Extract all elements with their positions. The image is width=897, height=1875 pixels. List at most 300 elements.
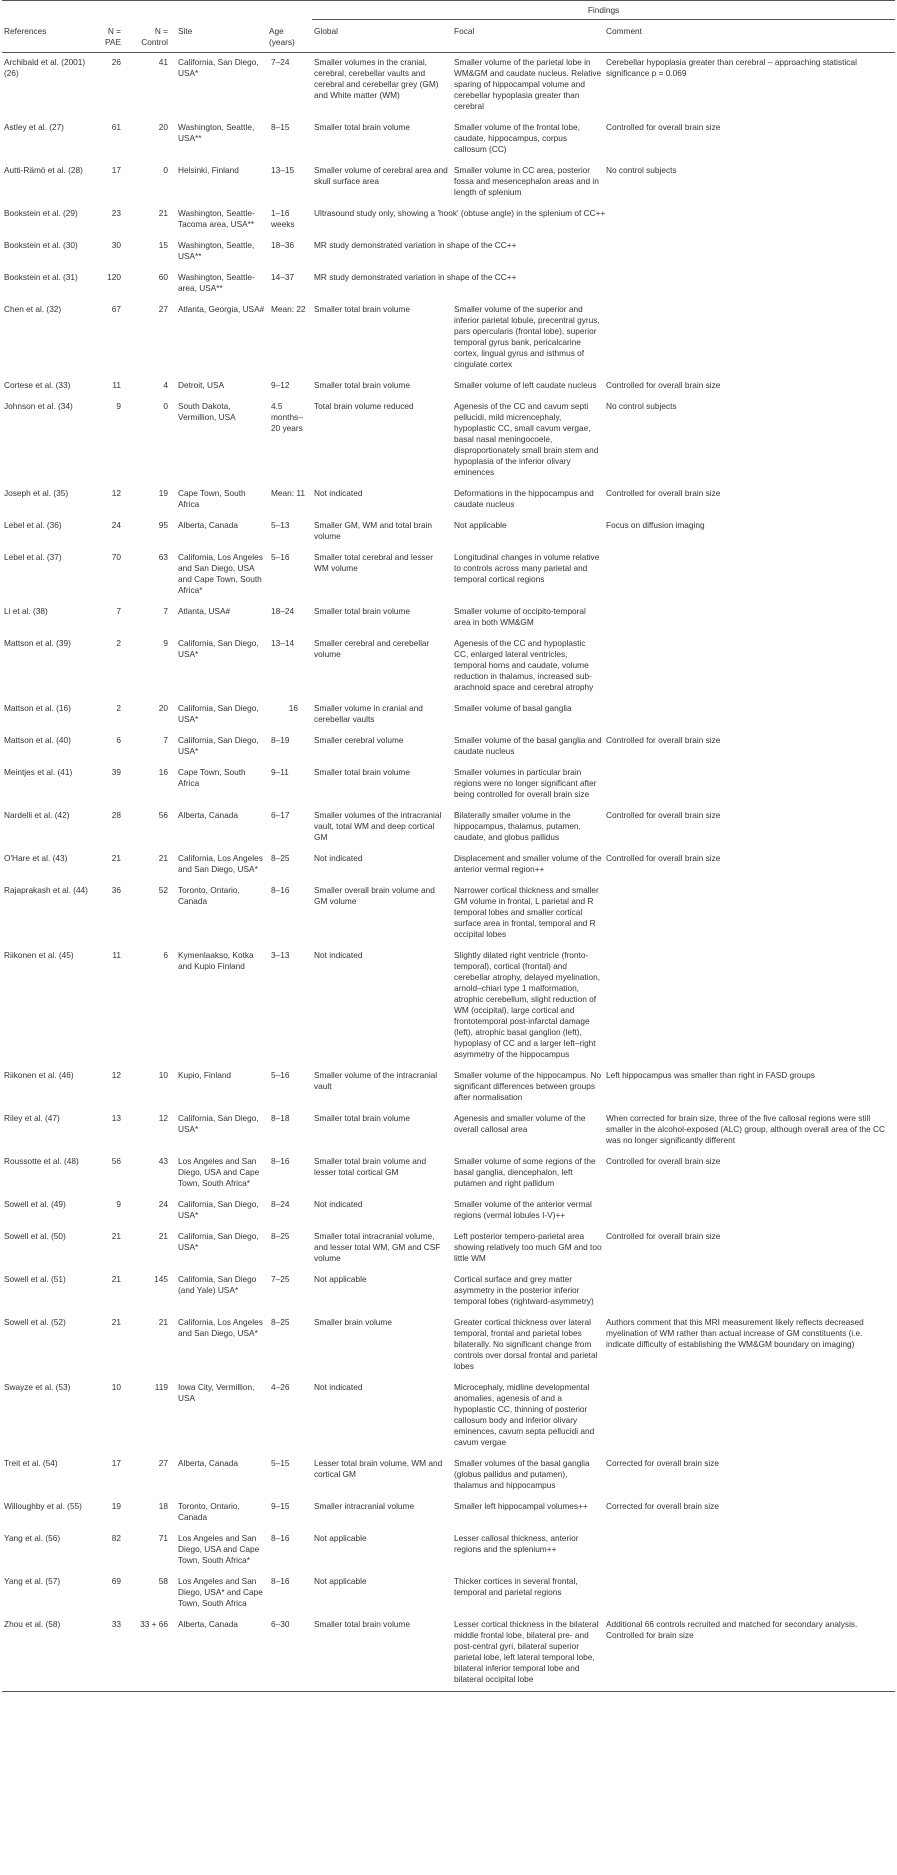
site-cell: Toronto, Ontario, Canada (178, 884, 240, 906)
table-row (2, 634, 895, 699)
n-control-cell: 7 (163, 605, 168, 616)
age-cell: 5–15 (271, 1457, 290, 1468)
site-cell: Washington, Seattle-area, USA** (178, 271, 255, 293)
reference-cell: Sowell et al. (49) (4, 1198, 66, 1209)
reference-cell: Autti-Rämö et al. (28) (4, 164, 83, 175)
table-row (2, 548, 895, 602)
table-row (2, 397, 895, 484)
n-control-cell: 15 (158, 239, 168, 250)
age-cell: 9–12 (271, 379, 290, 390)
table-row (2, 300, 895, 376)
n-pae-cell: 17 (111, 1457, 121, 1468)
table-row (2, 516, 895, 548)
focal-cell: Greater cortical thickness over lateral temporal, frontal and parietal lobes bilaterally. No significant change from controls over dorsal frontal and parietal lobes (454, 1316, 598, 1371)
site-cell: California, Los Angeles and San Diego, USA* (178, 852, 263, 874)
n-pae-cell: 24 (111, 519, 121, 530)
reference-cell: Meintjes et al. (41) (4, 766, 73, 777)
age-cell: 14–37 (271, 271, 295, 282)
global-cell: Smaller total brain volume (314, 303, 410, 314)
n-pae-cell: 7 (116, 605, 121, 616)
table-row (2, 602, 895, 634)
n-pae-cell: 56 (111, 1155, 121, 1166)
table-row (2, 881, 895, 946)
global-cell: Smaller total brain volume (314, 766, 410, 777)
n-pae-cell: 61 (111, 121, 121, 132)
reference-cell: Chen et al. (32) (4, 303, 62, 314)
comment-cell (604, 1378, 895, 1454)
table-row (2, 1497, 895, 1529)
site-cell: California, Los Angeles and San Diego, USA* (178, 1316, 263, 1338)
global-cell: Lesser total brain volume, WM and cortical GM (314, 1457, 443, 1479)
global-cell: Smaller cerebral volume (314, 734, 404, 745)
site-cell: Washington, Seattle, USA** (178, 239, 255, 261)
comment-cell: Cerebellar hypoplasia greater than cerebral – approaching statistical significance p = 0.069 (606, 56, 857, 78)
comment-cell: Controlled for overall brain size (606, 1230, 721, 1241)
table-row (2, 1270, 895, 1313)
n-pae-cell: 9 (116, 400, 121, 411)
table-row (2, 236, 895, 268)
table-row (2, 1378, 895, 1454)
age-cell: 9–11 (271, 766, 289, 777)
reference-cell: Archibald et al. (2001) (26) (4, 56, 86, 78)
findings-table (2, 0, 895, 1692)
n-pae-cell: 6 (116, 734, 121, 745)
site-cell: Los Angeles and San Diego, USA and Cape Town, South Africa* (178, 1155, 260, 1188)
site-cell: California, San Diego, USA* (178, 56, 259, 78)
n-pae-cell: 10 (111, 1381, 121, 1392)
reference-cell: Riley et al. (47) (4, 1112, 60, 1123)
age-cell: 13–15 (271, 164, 295, 175)
table-row (2, 1152, 895, 1195)
column-header-references: References (2, 20, 95, 53)
n-pae-cell: 70 (111, 551, 121, 562)
comment-cell (604, 699, 895, 731)
n-control-cell: 12 (158, 1112, 168, 1123)
age-cell: 7–24 (271, 56, 290, 67)
comment-cell (604, 1270, 895, 1313)
n-control-cell: 41 (158, 56, 168, 67)
age-cell: 6–17 (271, 809, 290, 820)
focal-cell: Smaller volume of left caudate nucleus (454, 379, 597, 390)
age-cell: 13–14 (271, 637, 295, 648)
n-pae-cell: 12 (111, 1069, 121, 1080)
age-cell: Mean: 11 (271, 487, 305, 498)
reference-cell: Swayze et al. (53) (4, 1381, 71, 1392)
table-row (2, 1109, 895, 1152)
site-cell: California, San Diego, USA* (178, 702, 259, 724)
global-cell: MR study demonstrated variation in shape of the CC++ (314, 239, 517, 250)
table-row (2, 1572, 895, 1615)
reference-cell: Sowell et al. (51) (4, 1273, 66, 1284)
age-cell: 5–13 (271, 519, 290, 530)
reference-cell: Nardelli et al. (42) (4, 809, 70, 820)
site-cell: Los Angeles and San Diego, USA* and Cape Town, South Africa (178, 1575, 263, 1608)
n-control-cell: 63 (158, 551, 168, 562)
reference-cell: Riikonen et al. (46) (4, 1069, 74, 1080)
comment-cell (604, 1195, 895, 1227)
table-row (2, 806, 895, 849)
n-control-cell: 19 (158, 487, 168, 498)
focal-cell: Bilaterally smaller volume in the hippocampus, thalamus, putamen, caudate, and globus pallidus (454, 809, 581, 842)
global-cell: Not indicated (314, 1381, 363, 1392)
n-control-cell: 33 + 66 (129, 1615, 176, 1692)
global-cell: Smaller cerebral and cerebellar volume (314, 637, 430, 659)
n-control-cell: 18 (158, 1500, 168, 1511)
global-cell: Smaller brain volume (314, 1316, 392, 1327)
age-cell: 16 (288, 702, 299, 713)
n-control-cell: 60 (158, 271, 168, 282)
n-control-cell: 20 (158, 702, 168, 713)
global-cell: Ultrasound study only, showing a 'hook' (obtuse angle) in the splenium of CC++ (314, 207, 606, 218)
reference-cell: Yang et al. (57) (4, 1575, 61, 1586)
n-control-cell: 71 (158, 1532, 168, 1543)
table-body (2, 52, 895, 1691)
site-cell: California, San Diego, USA* (178, 734, 259, 756)
n-control-cell: 24 (158, 1198, 168, 1209)
comment-cell: When corrected for brain size, three of the five callosal regions were still smaller in the alcohol-exposed (ALC) group, although overall area of the CC was no longer significantly different (606, 1112, 886, 1145)
site-cell: Iowa City, Vermillion, USA (178, 1381, 255, 1403)
table-row (2, 1529, 895, 1572)
reference-cell: O'Hare et al. (43) (4, 852, 68, 863)
global-cell: Smaller total brain volume and lesser total cortical GM (314, 1155, 427, 1177)
global-cell: Smaller volume in cranial and cerebellar vaults (314, 702, 423, 724)
table-row (2, 161, 895, 204)
reference-cell: Roussotte et al. (48) (4, 1155, 79, 1166)
n-pae-cell: 30 (111, 239, 121, 250)
n-control-cell: 119 (154, 1381, 168, 1392)
n-pae-cell: 21 (111, 1273, 121, 1284)
global-cell: Not indicated (314, 487, 363, 498)
comment-cell: Controlled for overall brain size (606, 379, 721, 390)
reference-cell: Bookstein et al. (30) (4, 239, 78, 250)
global-cell: Not applicable (314, 1273, 367, 1284)
global-cell: Smaller intracranial volume (314, 1500, 415, 1511)
age-cell: 1–16 weeks (271, 207, 295, 229)
age-cell: 4.5 months–20 years (271, 400, 303, 433)
table-row (2, 1195, 895, 1227)
site-cell: Alberta, Canada (178, 519, 238, 530)
focal-cell: Not applicable (454, 519, 507, 530)
age-cell: Mean: 22 (271, 303, 306, 314)
global-cell: Smaller total brain volume (314, 605, 410, 616)
table-row (2, 1313, 895, 1378)
focal-cell: Cortical surface and grey matter asymmetry in the posterior inferior temporal lobes (rightward-asymmetry) (454, 1273, 594, 1306)
n-control-cell: 20 (158, 121, 168, 132)
n-control-cell: 21 (158, 1316, 168, 1327)
n-control-cell: 21 (158, 852, 168, 863)
age-cell: 8–16 (271, 1155, 290, 1166)
global-cell: Smaller volumes of the intracranial vault, total WM and deep cortical GM (314, 809, 442, 842)
focal-cell: Agenesis and smaller volume of the overall callosal area (454, 1112, 586, 1134)
table-row (2, 1227, 895, 1270)
age-cell: 5–16 (271, 1069, 290, 1080)
n-control-cell: 7 (163, 734, 168, 745)
global-cell: Smaller total brain volume (314, 1112, 410, 1123)
comment-cell (604, 300, 895, 376)
n-control-cell: 43 (158, 1155, 168, 1166)
global-cell: MR study demonstrated variation in shape of the CC++ (314, 271, 517, 282)
age-cell: 3–13 (271, 949, 290, 960)
age-cell: 8–24 (271, 1198, 290, 1209)
n-control-cell: 27 (158, 1457, 168, 1468)
global-cell: Smaller GM, WM and total brain volume (314, 519, 433, 541)
findings-group-header: Findings (312, 1, 895, 20)
site-cell: South Dakota, Vermillion, USA (178, 400, 236, 422)
n-pae-cell: 21 (111, 852, 121, 863)
focal-cell: Deformations in the hippocampus and caudate nucleus (454, 487, 594, 509)
site-cell: Kymenlaakso, Kotka and Kupio Finland (178, 949, 254, 971)
age-cell: 8–16 (271, 1575, 290, 1586)
site-cell: Toronto, Ontario, Canada (178, 1500, 240, 1522)
focal-cell: Smaller volume of the hippocampus. No significant differences between groups after normalisation (454, 1069, 602, 1102)
n-pae-cell: 11 (112, 379, 121, 390)
comment-cell: Controlled for overall brain size (606, 1155, 721, 1166)
table-row (2, 763, 895, 806)
n-control-cell: 4 (163, 379, 168, 390)
focal-cell: Lesser callosal thickness, anterior regions and the splenium++ (454, 1532, 579, 1554)
focal-cell: Smaller volume of the basal ganglia and caudate nucleus (454, 734, 602, 756)
site-cell: Alberta, Canada (176, 1615, 267, 1692)
site-cell: Alberta, Canada (178, 809, 238, 820)
reference-cell: Zhou et al. (58) (2, 1615, 95, 1692)
comment-cell (604, 1572, 895, 1615)
comment-cell: Left hippocampus was smaller than right in FASD groups (606, 1069, 815, 1080)
n-control-cell: 16 (158, 766, 168, 777)
table-row (2, 118, 895, 161)
focal-cell: Smaller volume of basal ganglia (454, 702, 572, 713)
focal-cell: Smaller volumes of the basal ganglia (globus pallidus and putamen), thalamus and hippocampus (454, 1457, 590, 1490)
global-cell: Smaller total brain volume (314, 121, 410, 132)
n-control-cell: 58 (158, 1575, 168, 1586)
focal-cell: Displacement and smaller volume of the anterior vermal region++ (454, 852, 602, 874)
comment-cell: Controlled for overall brain size (606, 487, 721, 498)
age-cell: 18–24 (271, 605, 295, 616)
global-cell: Smaller volume of cerebral area and skull surface area (314, 164, 448, 186)
focal-cell: Smaller volume of the superior and inferior parietal lobule, precentral gyrus, pars opercularis (frontal lobe), superior temporal gyrus bank, pericalcarine cortex, lingual gyrus and isthmus of cingulate cortex (454, 303, 600, 369)
comment-cell (604, 881, 895, 946)
column-header-n-control: N = Control (129, 20, 176, 53)
age-cell: 5–16 (271, 551, 290, 562)
focal-cell: Agenesis of the CC and cavum septi pellucidi, mild micrencephaly, hypoplastic CC, small cavum vergae, basal nasal meningocoele, disproportionately small brain stem and hypoplasia of the inferior olivary eminences (454, 400, 599, 477)
n-pae-cell: 11 (112, 949, 121, 960)
n-pae-cell: 69 (111, 1575, 121, 1586)
n-control-cell: 27 (158, 303, 168, 314)
site-cell: Helsinki, Finland (178, 164, 239, 175)
global-cell: Not applicable (314, 1575, 367, 1586)
reference-cell: Johnson et al. (34) (4, 400, 73, 411)
global-cell: Not applicable (314, 1532, 367, 1543)
n-pae-cell: 39 (111, 766, 121, 777)
reference-cell: Cortese et al. (33) (4, 379, 71, 390)
header-column-row (2, 20, 895, 53)
n-pae-cell: 9 (116, 1198, 121, 1209)
reference-cell: Rajaprakash et al. (44) (4, 884, 88, 895)
table-row (2, 484, 895, 516)
reference-cell: Sowell et al. (52) (4, 1316, 66, 1327)
age-cell: 18–36 (271, 239, 295, 250)
age-cell: 4–26 (271, 1381, 290, 1392)
reference-cell: Mattson et al. (40) (4, 734, 71, 745)
table-row (2, 731, 895, 763)
global-cell: Smaller volumes in the cranial, cerebral, cerebellar vaults and cerebral and cerebellar grey (GM) and White matter (WM) (314, 56, 439, 100)
comment-cell: Controlled for overall brain size (606, 734, 721, 745)
comment-cell: Authors comment that this MRI measurement likely reflects decreased myelination of WM rather than actual increase of GM constituents (i.e. indicate difficulty of establishing the WM&GM boundary on imaging) (606, 1316, 864, 1349)
site-cell: California, Los Angeles and San Diego, USA and Cape Town, South Africa* (178, 551, 263, 595)
reference-cell: Yang et al. (56) (4, 1532, 61, 1543)
table-row (2, 946, 895, 1066)
global-cell: Not indicated (314, 852, 363, 863)
n-pae-cell: 19 (111, 1500, 121, 1511)
reference-cell: Bookstein et al. (31) (4, 271, 78, 282)
comment-cell (604, 602, 895, 634)
focal-cell: Thicker cortices in several frontal, temporal and parietal regions (454, 1575, 578, 1597)
focal-cell: Microcephaly, midline developmental anomalies, agenesis of and a hypoplastic CC, thinning of posterior callosum body and inferior olivary eminences, cavum septa pellucidi and cavum vergae (454, 1381, 595, 1447)
n-control-cell: 52 (158, 884, 168, 895)
column-header-comment: Comment (604, 20, 895, 53)
column-header-site: Site (176, 20, 267, 53)
age-cell: 8–16 (271, 884, 290, 895)
table-row (2, 52, 895, 118)
site-cell: California, San Diego, USA* (178, 1198, 259, 1220)
site-cell: Washington, Seattle, USA** (178, 121, 255, 143)
site-cell: Alberta, Canada (178, 1457, 238, 1468)
n-pae-cell: 36 (111, 884, 121, 895)
reference-cell: Joseph et al. (35) (4, 487, 69, 498)
n-pae-cell: 67 (111, 303, 121, 314)
reference-cell: Riikonen et al. (45) (4, 949, 74, 960)
comment-cell: Focus on diffusion imaging (606, 519, 705, 530)
comment-cell: Controlled for overall brain size (606, 809, 721, 820)
column-header-focal: Focal (452, 20, 604, 53)
focal-cell: Smaller volumes in particular brain regions were no longer significant after being controlled for overall brain size (454, 766, 597, 799)
n-control-cell: 145 (154, 1273, 168, 1284)
age-cell: 8–18 (271, 1112, 290, 1123)
focal-cell: Left posterior tempero-parietal area showing relatively too much GM and too little WM (454, 1230, 602, 1263)
comment-cell: No control subjects (606, 400, 677, 411)
site-cell: Cape Town, South Africa (178, 487, 246, 509)
comment-cell: Controlled for overall brain size (606, 852, 721, 863)
age-cell: 8–25 (271, 852, 290, 863)
focal-cell: Smaller volume of some regions of the basal ganglia, diencephalon, left putamen and right pallidum (454, 1155, 596, 1188)
site-cell: California, San Diego, USA* (178, 637, 259, 659)
n-pae-cell: 12 (111, 487, 121, 498)
site-cell: Detroit, USA (178, 379, 225, 390)
reference-cell: Willoughby et al. (55) (4, 1500, 82, 1511)
comment-cell: Corrected for overall brain size (606, 1457, 719, 1468)
comment-cell: Controlled for overall brain size (606, 121, 721, 132)
n-control-cell: 6 (163, 949, 168, 960)
global-cell: Smaller overall brain volume and GM volume (314, 884, 435, 906)
comment-cell: Corrected for overall brain size (606, 1500, 719, 1511)
n-control-cell: 95 (158, 519, 168, 530)
table-row (2, 699, 895, 731)
n-pae-cell: 17 (111, 164, 121, 175)
reference-cell: Sowell et al. (50) (4, 1230, 66, 1241)
site-cell: Los Angeles and San Diego, USA and Cape Town, South Africa* (178, 1532, 260, 1565)
site-cell: California, San Diego (and Yale) USA* (178, 1273, 257, 1295)
reference-cell: Mattson et al. (16) (4, 702, 71, 713)
global-cell: Smaller total brain volume (312, 1615, 452, 1692)
comment-cell: Additional 66 controls recruited and matched for secondary analysis. Controlled for brain size (604, 1615, 895, 1692)
table-row (2, 268, 895, 300)
reference-cell: Li et al. (38) (4, 605, 48, 616)
table-row (2, 1066, 895, 1109)
table-row (2, 1454, 895, 1497)
n-pae-cell: 2 (116, 702, 121, 713)
reference-cell: Mattson et al. (39) (4, 637, 71, 648)
focal-cell: Smaller volume of the frontal lobe, caudate, hippocampus, corpus callosum (CC) (454, 121, 580, 154)
n-pae-cell: 23 (111, 207, 121, 218)
n-pae-cell: 21 (111, 1316, 121, 1327)
focal-cell: Smaller volume in CC area, posterior fossa and mesencephalon areas and in length of splenium (454, 164, 599, 197)
age-cell: 8–25 (271, 1230, 290, 1241)
n-pae-cell: 2 (116, 637, 121, 648)
comment-cell (604, 548, 895, 602)
column-header-age: Age (years) (267, 20, 312, 53)
site-cell: California, San Diego, USA* (178, 1112, 259, 1134)
n-control-cell: 56 (158, 809, 168, 820)
table-row (2, 204, 895, 236)
findings-table-container (2, 0, 895, 1692)
focal-cell: Longitudinal changes in volume relative to controls across many parietal and temporal cortical regions (454, 551, 600, 584)
age-cell: 8–16 (271, 1532, 290, 1543)
global-cell: Smaller total intracranial volume, and lesser total WM, GM and CSF volume (314, 1230, 441, 1263)
n-control-cell: 21 (158, 1230, 168, 1241)
reference-cell: Treit et al. (54) (4, 1457, 58, 1468)
n-control-cell: 0 (163, 400, 168, 411)
n-control-cell: 10 (158, 1069, 168, 1080)
reference-cell: Lebel et al. (37) (4, 551, 62, 562)
comment-cell (604, 763, 895, 806)
age-cell: 8–19 (271, 734, 290, 745)
n-pae-cell: 21 (111, 1230, 121, 1241)
focal-cell: Slightly dilated right ventricle (fronto-temporal), cortical (frontal) and cerebellar atrophy, delayed myelination, arnold–chiari type 1 malformation, atrophic cerebellum, slight reduction of WM (occipital), large cortical and frontotemporal post-infarctal damage (left), atrophic basal ganglion (left), hypoplasy of CC and a larger left–right asymmetry of the hippocampus (454, 949, 601, 1059)
column-header-global: Global (312, 20, 452, 53)
comment-cell (604, 1529, 895, 1572)
site-cell: Cape Town, South Africa (178, 766, 246, 788)
n-pae-cell: 33 (95, 1615, 129, 1692)
reference-cell: Lebel et al. (36) (4, 519, 62, 530)
focal-cell: Smaller left hippocampal volumes++ (454, 1500, 588, 1511)
n-control-cell: 9 (163, 637, 168, 648)
global-cell: Not indicated (314, 1198, 363, 1209)
global-cell: Smaller volume of the intracranial vault (314, 1069, 438, 1091)
n-pae-cell: 120 (107, 271, 121, 282)
age-cell: 8–15 (271, 121, 290, 132)
focal-cell: Smaller volume of occipito-temporal area in both WM&GM (454, 605, 586, 627)
comment-cell (604, 634, 895, 699)
n-control-cell: 0 (163, 164, 168, 175)
reference-cell: Bookstein et al. (29) (4, 207, 78, 218)
focal-cell: Smaller volume of the parietal lobe in WM&GM and caudate nucleus. Relative sparing of hippocampal volume and cerebellar hypoplasia greater than cerebral (454, 56, 602, 111)
focal-cell: Narrower cortical thickness and smaller GM volume in frontal, L parietal and R temporal lobes and smaller cortical surface area in frontal, temporal and R occipital lobes (454, 884, 599, 939)
n-control-cell: 21 (158, 207, 168, 218)
comment-cell (604, 946, 895, 1066)
header-group-row (2, 1, 895, 20)
n-pae-cell: 28 (111, 809, 121, 820)
global-cell: Smaller total cerebral and lesser WM volume (314, 551, 433, 573)
site-cell: Kupio, Finland (178, 1069, 232, 1080)
table-row (2, 376, 895, 397)
n-pae-cell: 13 (111, 1112, 121, 1123)
comment-cell: No control subjects (606, 164, 677, 175)
focal-cell: Smaller volume of the anterior vermal regions (vermal lobules I-V)++ (454, 1198, 592, 1220)
site-cell: California, San Diego, USA* (178, 1230, 259, 1252)
table-row (2, 1615, 895, 1692)
site-cell: Atlanta, Georgia, USA# (178, 303, 265, 314)
site-cell: Atlanta, USA# (178, 605, 231, 616)
focal-cell: Agenesis of the CC and hypoplastic CC, enlarged lateral ventricles, temporal horns and caudate, volume reduction in thalamus, increased sub-arachnoid space and cerebral atrophy (454, 637, 594, 692)
